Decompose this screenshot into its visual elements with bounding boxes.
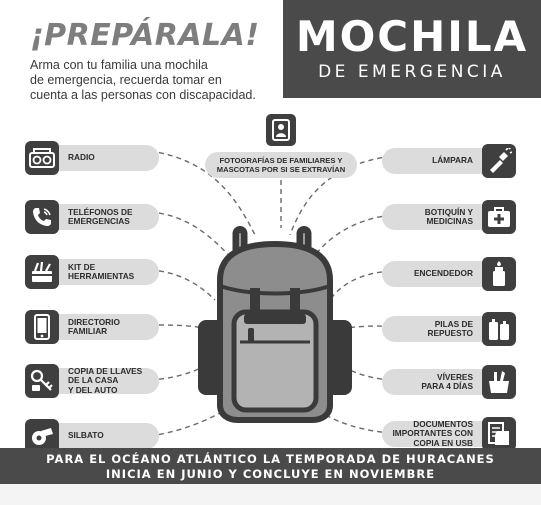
item-label	[381, 200, 473, 234]
item-label	[381, 365, 473, 399]
label-line: COPIA DE LLAVES	[68, 365, 143, 376]
intro-line: Arma con tu familia una mochila	[30, 58, 208, 72]
backpack-icon	[190, 220, 360, 430]
label-line: PARA 4 DÍAS	[421, 381, 473, 391]
label-line: TELÉFONOS DE	[68, 206, 133, 217]
intro-line: cuenta a las personas con discapacidad.	[30, 88, 256, 102]
footer-line: PARA EL OCÉANO ATLÁNTICO LA TEMPORADA DE HURACANES	[46, 452, 495, 466]
item-label	[381, 144, 473, 178]
lighter-icon	[482, 257, 516, 291]
label-line: RADIO	[68, 152, 95, 163]
label-line: LÁMPARA	[432, 155, 473, 166]
banner-title: MOCHILA	[295, 12, 529, 61]
keys-icon	[25, 364, 59, 398]
item-batteries	[381, 312, 516, 346]
documents-icon	[482, 417, 516, 451]
label-line: MEDICINAS	[426, 216, 473, 226]
item-label	[205, 152, 357, 178]
item-lighter	[381, 257, 516, 291]
item-label	[68, 310, 160, 344]
banner-subtitle: DE EMERGENCIA	[318, 62, 506, 82]
radio-icon	[25, 141, 59, 175]
item-family-directory	[25, 310, 160, 344]
label-line: MASCOTAS POR SI SE EXTRAVÍAN	[216, 165, 346, 174]
label-line: SILBATO	[68, 430, 104, 441]
item-first-aid	[381, 200, 516, 234]
item-label	[68, 364, 160, 398]
photo-frame-icon	[266, 114, 296, 146]
photos-item	[205, 114, 357, 180]
footer-strip	[0, 484, 541, 505]
label-line: DIRECTORIO	[68, 316, 120, 327]
label-line: IMPORTANTES CON	[392, 428, 473, 439]
item-toolkit	[25, 255, 160, 289]
label-line: DE LA CASA	[68, 375, 119, 386]
smartphone-icon	[25, 310, 59, 344]
prepare-heading: ¡PREPÁRALA!	[30, 18, 260, 53]
label-line: PILAS DE	[434, 318, 473, 329]
groceries-icon	[482, 365, 516, 399]
label-line: Y DEL AUTO	[68, 384, 118, 395]
item-radio	[25, 141, 160, 175]
label-line: DOCUMENTOS	[413, 418, 473, 429]
label-line: REPUESTO	[427, 328, 473, 338]
toolbox-icon	[25, 255, 59, 289]
batteries-icon	[482, 312, 516, 346]
footer-line: INICIA EN JUNIO Y CONCLUYE EN NOVIEMBRE	[105, 467, 436, 481]
item-label	[381, 312, 473, 346]
intro-line: de emergencia, recuerda tomar en	[30, 73, 222, 87]
label-line: FOTOGRAFÍAS DE FAMILIARES Y	[219, 156, 343, 165]
phone-icon	[25, 200, 59, 234]
label-line: EMERGENCIAS	[68, 216, 130, 226]
item-label	[68, 255, 160, 289]
item-label	[68, 141, 160, 175]
first-aid-icon	[482, 200, 516, 234]
item-groceries	[381, 365, 516, 399]
footer-banner	[0, 448, 541, 505]
item-key-copies	[25, 364, 160, 398]
item-label	[68, 200, 160, 234]
label-line: KIT DE	[68, 261, 96, 272]
label-line: ENCENDEDOR	[413, 268, 473, 279]
label-line: VÍVERES	[437, 371, 473, 382]
item-flashlight	[381, 144, 516, 178]
label-line: COPIA EN USB	[413, 437, 473, 448]
label-line: BOTIQUÍN Y	[424, 206, 473, 217]
item-documents	[381, 417, 516, 451]
item-label	[381, 417, 473, 451]
item-emergency-phones	[25, 200, 160, 234]
label-line: HERRAMIENTAS	[68, 271, 135, 281]
item-label	[381, 257, 473, 291]
flashlight-icon	[482, 144, 516, 178]
label-line: FAMILIAR	[68, 326, 108, 336]
